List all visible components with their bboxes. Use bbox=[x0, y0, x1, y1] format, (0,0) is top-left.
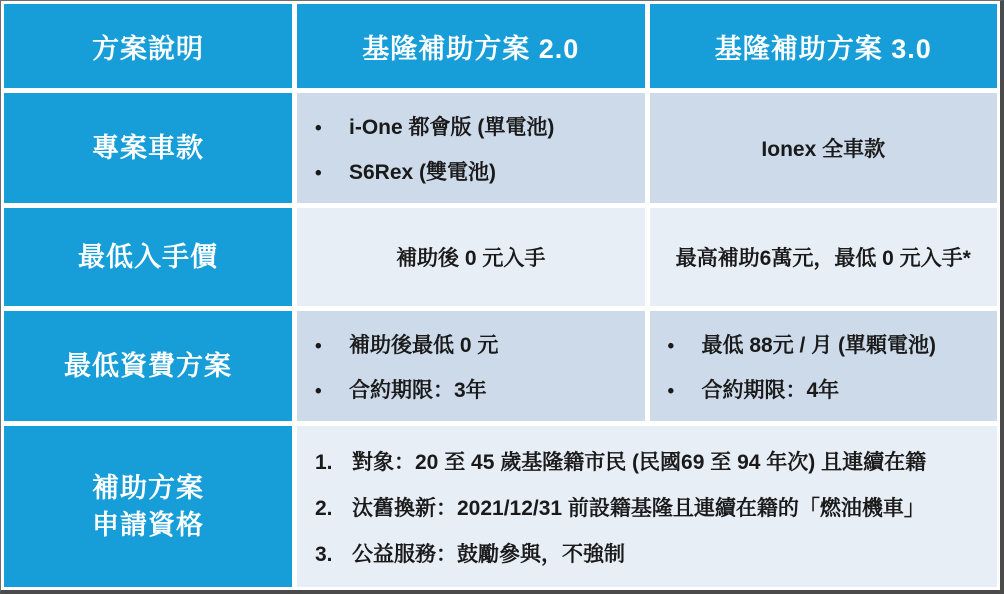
header-plan3-label: 基隆補助方案 3.0 bbox=[714, 33, 932, 64]
row-label-lowest-rate-plan-text: 最低資費方案 bbox=[64, 350, 232, 381]
qualification-item-3: 公益服務：鼓勵參與，不強制 bbox=[352, 542, 625, 566]
list-item bbox=[315, 156, 635, 186]
plan3-rate-1: 最低 88元 / 月 (單顆電池) bbox=[701, 333, 937, 357]
plan2-lowest-price-text: 補助後 0 元入手 bbox=[396, 247, 546, 270]
bullet-marker: • bbox=[315, 380, 322, 402]
row-label-project-models bbox=[4, 93, 292, 203]
plan3-models-text: Ionex 全車款 bbox=[761, 138, 886, 161]
list-item bbox=[315, 446, 991, 476]
qualification-item-1: 對象：20 至 45 歲基隆籍市民 (民國69 至 94 年次) 且連續在籍 bbox=[352, 450, 927, 474]
list-item bbox=[315, 111, 635, 141]
qualification-label-line1: 補助方案 bbox=[92, 473, 204, 504]
list-item bbox=[668, 374, 988, 404]
header-plan-description-label: 方案說明 bbox=[92, 33, 204, 64]
cell-plan2-models bbox=[297, 93, 645, 203]
list-item bbox=[315, 538, 991, 568]
header-cell-keelung-plan-2 bbox=[297, 4, 645, 88]
header-cell-plan-description bbox=[4, 4, 292, 88]
list-item bbox=[668, 329, 988, 359]
row-label-lowest-price-text: 最低入手價 bbox=[78, 241, 218, 272]
list-item bbox=[315, 374, 635, 404]
plan2-rate-1: 補助後最低 0 元 bbox=[349, 333, 499, 357]
cell-plan3-models bbox=[650, 93, 998, 203]
cell-plan2-lowest-price bbox=[297, 208, 645, 306]
row-label-subsidy-qualification bbox=[4, 426, 292, 587]
bullet-marker: • bbox=[667, 380, 675, 402]
qualification-label-line2: 申請資格 bbox=[92, 509, 204, 540]
plan3-rate-2: 合約期限：4年 bbox=[701, 378, 840, 402]
cell-plan3-rate-plan bbox=[650, 311, 998, 421]
header-plan2-label: 基隆補助方案 2.0 bbox=[362, 33, 580, 64]
plan3-lowest-price-text: 最高補助6萬元，最低 0 元入手* bbox=[675, 247, 971, 270]
header-cell-keelung-plan-3 bbox=[650, 4, 998, 88]
row-label-lowest-rate-plan bbox=[4, 311, 292, 421]
plan2-model-2: S6Rex (雙電池) bbox=[349, 160, 497, 184]
cell-plan2-rate-plan bbox=[297, 311, 645, 421]
plan2-rate-2: 合約期限：3年 bbox=[349, 378, 487, 402]
bullet-marker: • bbox=[315, 162, 322, 184]
qualification-item-2: 汰舊換新：2021/12/31 前設籍基隆且連續在籍的「燃油機車」 bbox=[352, 496, 925, 520]
plan2-model-1: i-One 都會版 (單電池) bbox=[349, 115, 555, 139]
list-number: 2. bbox=[315, 496, 333, 520]
list-item bbox=[315, 492, 991, 522]
row-label-project-models-text: 專案車款 bbox=[92, 132, 204, 163]
bullet-marker: • bbox=[315, 335, 322, 357]
list-number: 1. bbox=[315, 450, 333, 474]
row-label-lowest-price bbox=[4, 208, 292, 306]
cell-plan3-lowest-price bbox=[650, 208, 998, 306]
bullet-marker: • bbox=[667, 335, 675, 357]
bullet-marker: • bbox=[315, 117, 322, 139]
list-number: 3. bbox=[315, 542, 333, 566]
table-grid bbox=[4, 4, 997, 587]
list-item bbox=[315, 329, 635, 359]
cell-qualification-list bbox=[297, 426, 997, 587]
